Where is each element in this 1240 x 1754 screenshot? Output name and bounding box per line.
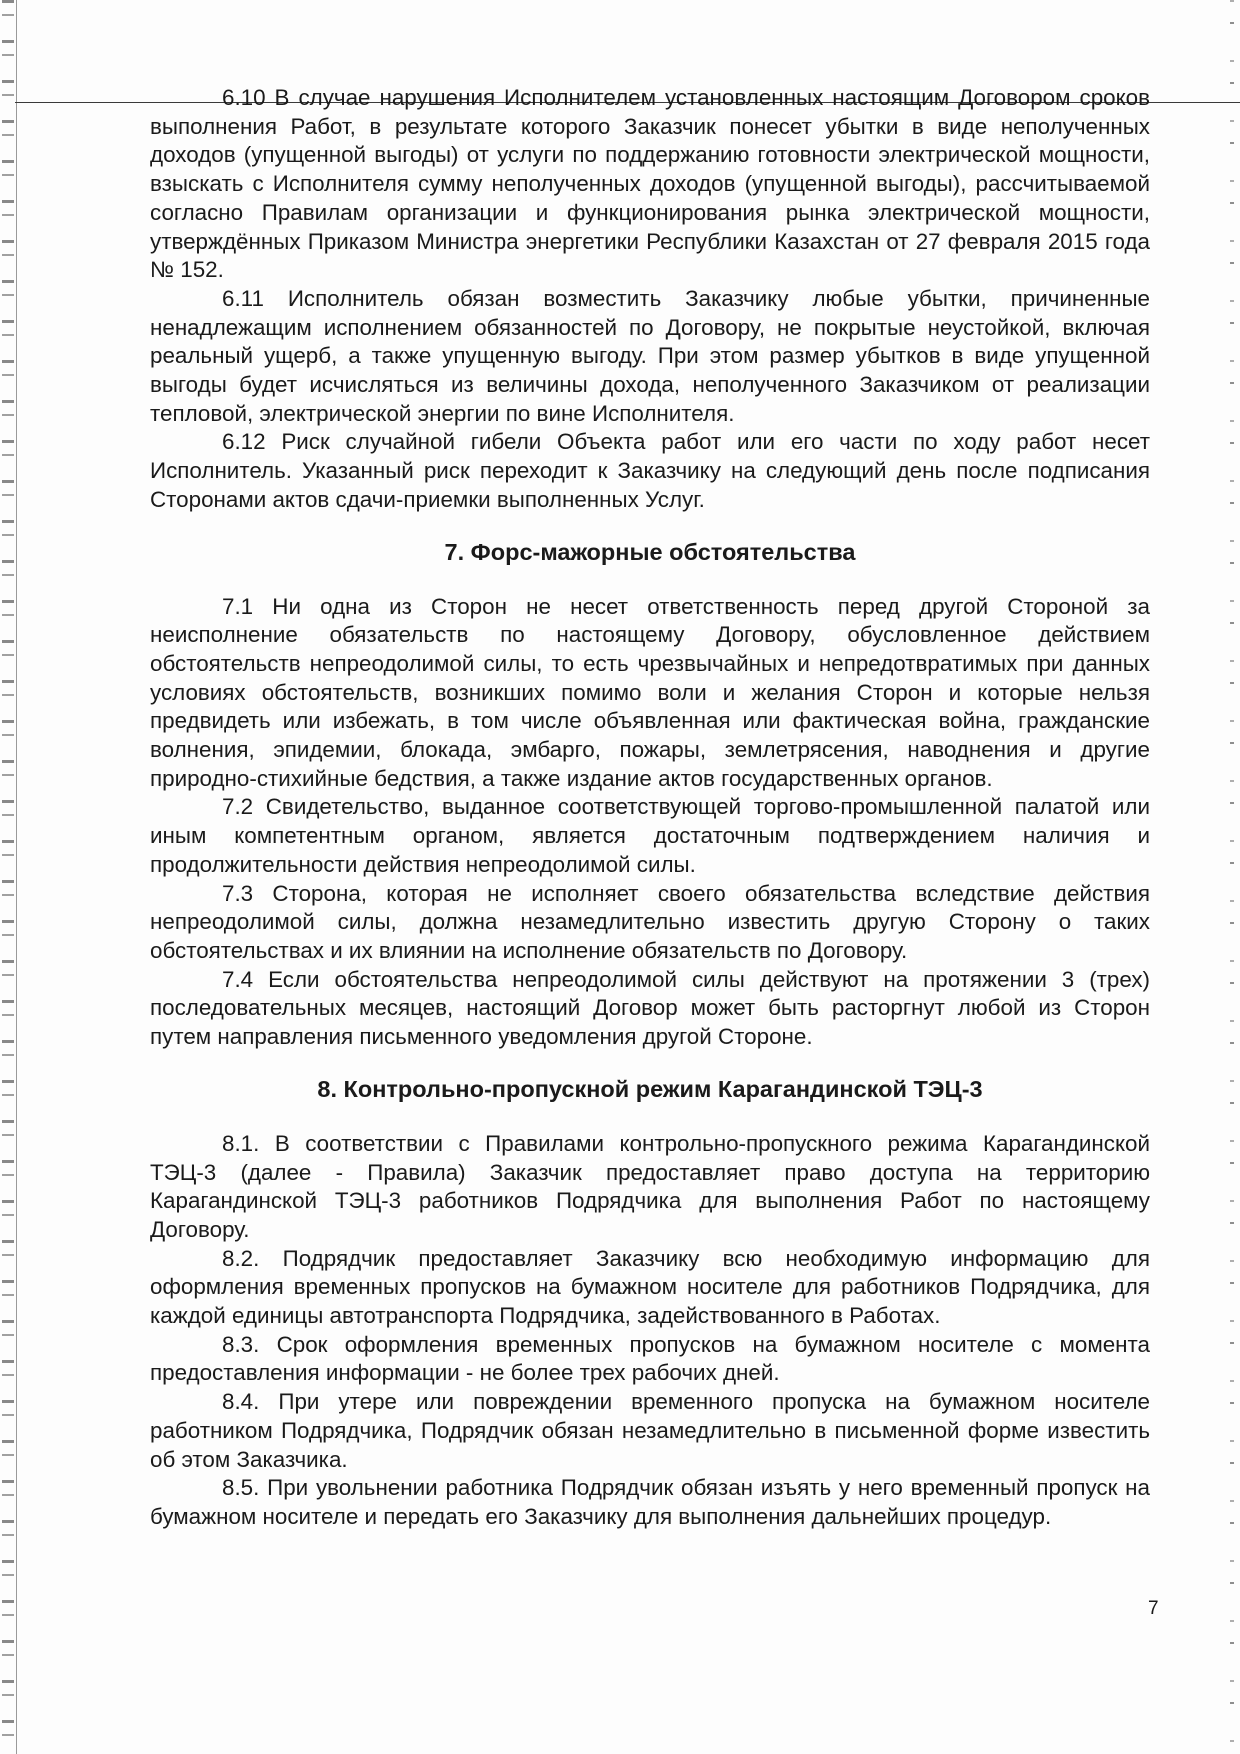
scan-edge-line bbox=[16, 0, 17, 1754]
paragraph-7-1: 7.1 Ни одна из Сторон не несет ответственность перед другой Стороной за неисполнение обязательств по настоящему Договору, обусловленное действием обстоятельств непреодолимой силы, то есть чрезвычайных и непредотвратимых при данных условиях обстоятельств, возникших помимо воли и желания Сторон и которые нельзя предвидеть или избежать, в том числе объявленная или фактическая война, гражданские волнения, эпидемии, блокада, эмбарго, пожары, землетрясения, наводнения и другие природно-стихийные бедствия, а также издание актов государственных органов. bbox=[150, 593, 1150, 791]
paragraph-7-2: 7.2 Свидетельство, выданное соответствующей торгово-промышленной палатой или иным компетентным органом, является достаточным подтверждением наличия и продолжительности действия непреодолимой силы. bbox=[150, 794, 1150, 877]
paragraph-6-11: 6.11 Исполнитель обязан возместить Заказчику любые убытки, причиненные ненадлежащим исполнением обязанностей по Договору, не покрытые неустойкой, включая реальный ущерб, а также упущенную выгоду. При этом размер убытков в виде упущенной выгоды будет исчисляться из величины дохода, неполученного Заказчиком от реализации тепловой, электрической энергии по вине Исполнителя. bbox=[150, 285, 1150, 426]
section-8-heading: 8. Контрольно-пропускной режим Карагандинской ТЭЦ-3 bbox=[317, 1075, 983, 1102]
section-7-heading: 7. Форс-мажорные обстоятельства bbox=[444, 538, 856, 565]
paragraph-8-3: 8.3. Срок оформления временных пропусков на бумажном носителе с момента предоставления информации - не более трех рабочих дней. bbox=[150, 1331, 1150, 1386]
paragraph-7-3: 7.3 Сторона, которая не исполняет своего обязательства вследствие действия непреодолимой силы, должна незамедлительно известить другую Сторону о таких обстоятельствах и их влиянии на исполнение обязательств по Договору. bbox=[150, 880, 1150, 963]
paragraph-8-1: 8.1. В соответствии с Правилами контрольно-пропускного режима Карагандинской ТЭЦ-3 (далее - Правила) Заказчик предоставляет право доступа на территорию Карагандинской ТЭЦ-3 работников Подрядчика для выполнения Работ по настоящему Договору. bbox=[150, 1130, 1150, 1242]
paragraph-7-4: 7.4 Если обстоятельства непреодолимой силы действуют на протяжении 3 (трех) последовательных месяцев, настоящий Договор может быть расторгнут любой из Сторон путем направления письменного уведомления другой Стороне. bbox=[150, 966, 1150, 1050]
page-number: 7 bbox=[1148, 1598, 1159, 1619]
paragraph-6-10: 6.10 В случае нарушения Исполнителем установленных настоящим Договором сроков выполнения Работ, в результате которого Заказчик понесет убытки в виде неполученных доходов (упущенной выгоды) от услуги по поддержанию готовности электрической мощности, взыскать с Исполнителя сумму неполученных доходов (упущенной выгоды), рассчитываемой согласно Правилам организации и функционирования рынка электрической мощности, утверждённых Приказом Министра энергетики Республики Казахстан от 27 февраля 2015 года № 152. bbox=[150, 85, 1150, 283]
document-body bbox=[150, 84, 1150, 1532]
paragraph-6-12: 6.12 Риск случайной гибели Объекта работ или его части по ходу работ несет Исполнитель. Указанный риск переходит к Заказчику на следующий день после подписания Сторонами актов сдачи-приемки выполненных Услуг. bbox=[150, 429, 1150, 512]
paragraph-8-4: 8.4. При утере или повреждении временного пропуска на бумажном носителе работником Подрядчика, Подрядчик обязан незамедлительно в письменной форме известить об этом Заказчика. bbox=[150, 1389, 1150, 1472]
scan-edge-right bbox=[1230, 0, 1234, 1754]
paragraph-8-2: 8.2. Подрядчик предоставляет Заказчику всю необходимую информацию для оформления временных пропусков на бумажном носителе для работников Подрядчика, для каждой единицы автотранспорта Подрядчика, задействованного в Работах. bbox=[150, 1245, 1150, 1329]
paragraph-8-5: 8.5. При увольнении работника Подрядчик обязан изъять у него временный пропуск на бумажном носителе и передать его Заказчику для выполнения дальнейших процедур. bbox=[150, 1475, 1150, 1529]
scan-edge-left bbox=[2, 0, 14, 1754]
